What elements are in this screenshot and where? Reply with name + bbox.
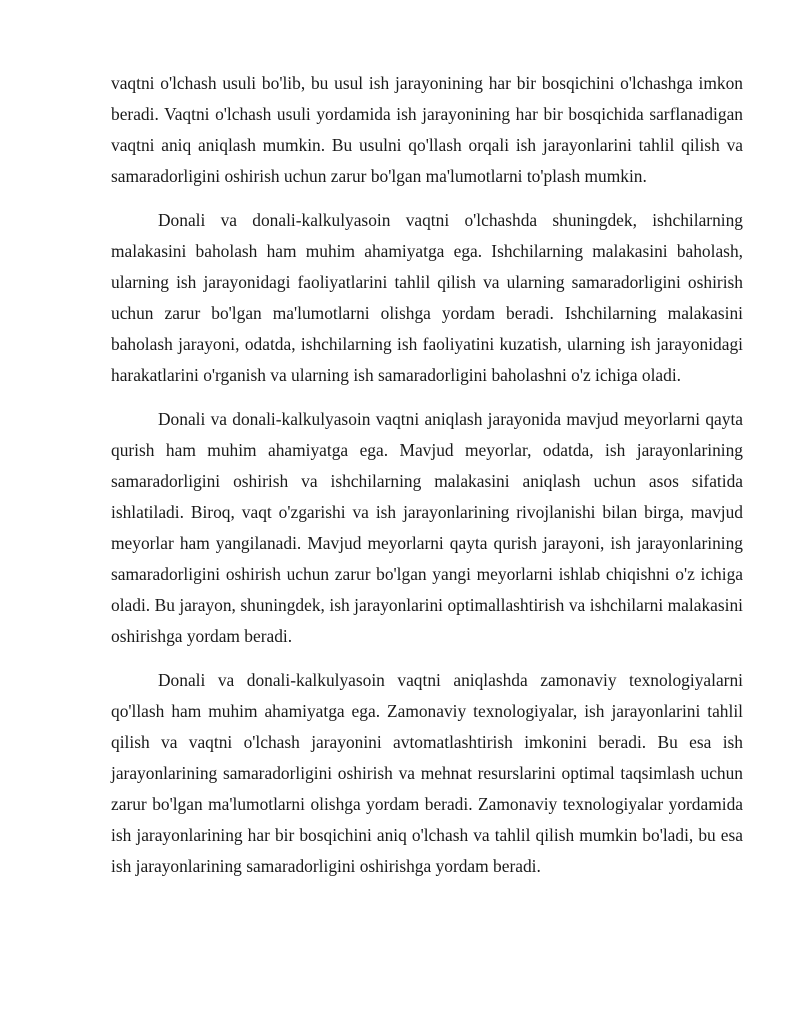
document-page: [111, 68, 743, 895]
paragraph-3: Donali va donali-kalkulyasoin vaqtni aniqlash jarayonida mavjud meyorlarni qayta qurish ham muhim ahamiyatga ega. Mavjud meyorlar, odatda, ish jarayonlarining samaradorligini oshirish va ishchilarning malakasini aniqlash uchun asos sifatida ishlatiladi. Biroq, vaqt o'zgarishi va ish jarayonlarining rivojlanishi bilan birga, mavjud meyorlar ham yangilanadi. Mavjud meyorlarni qayta qurish jarayoni, ish jarayonlarining samaradorligini oshirish uchun zarur bo'lgan yangi meyorlarni ishlab chiqishni o'z ichiga oladi. Bu jarayon, shuningdek, ish jarayonlarini optimallashtirish va ishchilarni malakasini oshirishga yordam beradi.: [111, 409, 743, 646]
paragraph-1: vaqtni o'lchash usuli bo'lib, bu usul ish jarayonining har bir bosqichini o'lchashga imkon beradi. Vaqtni o'lchash usuli yordamida ish jarayonining har bir bosqichida sarflanadigan vaqtni aniq aniqlash mumkin. Bu usulni qo'llash orqali ish jarayonlarini tahlil qilish va samaradorligini oshirish uchun zarur bo'lgan ma'lumotlarni to'plash mumkin.: [111, 73, 743, 186]
paragraph-2: Donali va donali-kalkulyasoin vaqtni o'lchashda shuningdek, ishchilarning malakasini baholash ham muhim ahamiyatga ega. Ishchilarning malakasini baholash, ularning ish jarayonidagi faoliyatlarini tahlil qilish va ularning samaradorligini oshirish uchun zarur bo'lgan ma'lumotlarni olishga yordam beradi. Ishchilarning malakasini baholash jarayoni, odatda, ishchilarning ish faoliyatini kuzatish, ularning ish jarayonidagi harakatlarini o'rganish va ularning ish samaradorligini baholashni o'z ichiga oladi.: [111, 210, 743, 385]
paragraph-4: Donali va donali-kalkulyasoin vaqtni aniqlashda zamonaviy texnologiyalarni qo'llash ham muhim ahamiyatga ega. Zamonaviy texnologiyalar, ish jarayonlarini tahlil qilish va vaqtni o'lchash jarayonini avtomatlashtirish imkonini beradi. Bu esa ish jarayonlarining samaradorligini oshirish va mehnat resurslarini optimal taqsimlash uchun zarur bo'lgan ma'lumotlarni olishga yordam beradi. Zamonaviy texnologiyalar yordamida ish jarayonlarining har bir bosqichini aniq o'lchash va tahlil qilish mumkin bo'ladi, bu esa ish jarayonlarining samaradorligini oshirishga yordam beradi.: [111, 670, 743, 876]
